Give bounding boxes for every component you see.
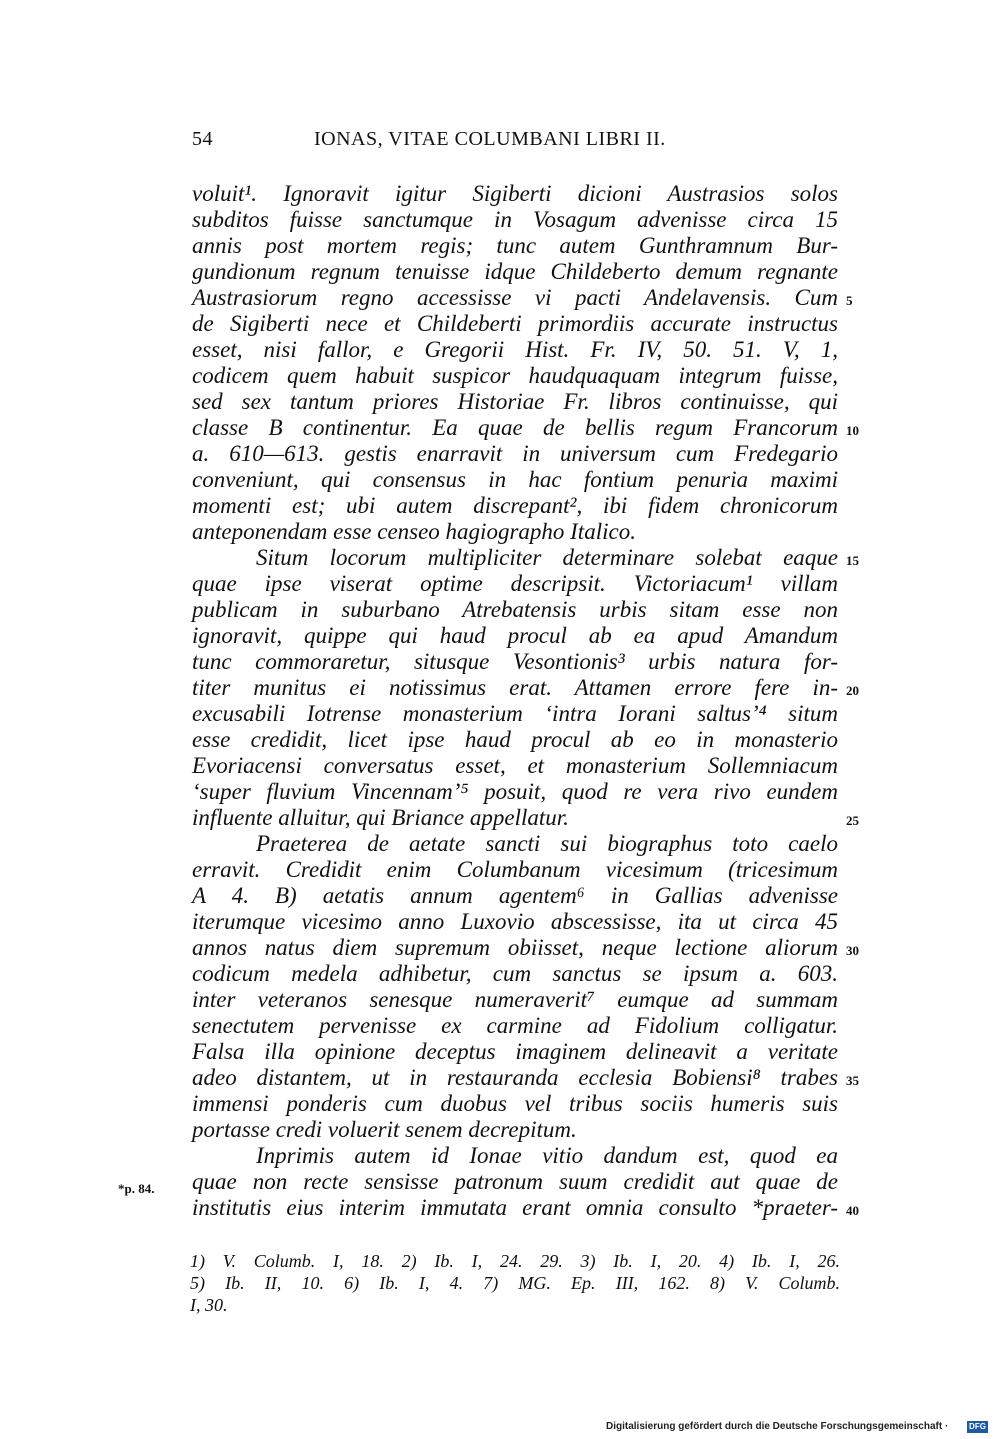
text-line: excusabili Iotrense monasterium ‘intra Iorani saltus’⁴ situm (192, 701, 838, 726)
text-line: sed sex tantum priores Historiae Fr. libros continuisse, qui (192, 389, 838, 414)
footnote-line: 1) V. Columb. I, 18. 2) Ib. I, 24. 29. 3) Ib. I, 20. 4) Ib. I, 26. (190, 1251, 840, 1271)
text-line: esse credidit, licet ipse haud procul ab eo in monasterio (192, 727, 838, 752)
text-line: erravit. Credidit enim Columbanum vicesimum (tricesimum (192, 857, 838, 882)
text-line: conveniunt, qui consensus in hac fontium penuria maximi (192, 467, 838, 492)
text-line: influente alluitur, qui Briance appellatur. (192, 805, 569, 830)
text-line: esset, nisi fallor, e Gregorii Hist. Fr. IV, 50. 51. V, 1, (192, 337, 838, 362)
line-number: 35 (846, 1073, 859, 1088)
text-line: Austrasiorum regno accessisse vi pacti Andelavensis. Cum (192, 285, 838, 310)
text-line: classe B continentur. Ea quae de bellis regum Francorum (192, 415, 838, 440)
footnote-line: I, 30. (190, 1295, 228, 1315)
text-line: a. 610—613. gestis enarravit in universum cum Fredegario (192, 441, 838, 466)
text-line: tunc commoraretur, situsque Vesontionis³ urbis natura for- (192, 649, 838, 674)
text-line: annos natus diem supremum obiisset, neque lectione aliorum (192, 935, 838, 960)
line-number: 25 (846, 813, 859, 828)
text-line: iterumque vicesimo anno Luxovio abscessisse, ita ut circa 45 (192, 909, 838, 934)
text-line: anteponendam esse censeo hagiographo Italico. (192, 519, 636, 544)
text-line: gundionum regnum tenuisse idque Childeberto demum regnante (192, 259, 838, 284)
text-line: ignoravit, quippe qui haud procul ab ea apud Amandum (192, 623, 838, 648)
text-line: Situm locorum multipliciter determinare solebat eaque (256, 545, 838, 570)
text-line: inter veteranos senesque numeraverit⁷ eumque ad summam (192, 987, 838, 1012)
text-line: subditos fuisse sanctumque in Vosagum advenisse circa 15 (192, 207, 838, 232)
dfg-logo: DFG (967, 1421, 988, 1433)
text-line: A 4. B) aetatis annum agentem⁶ in Gallias advenisse (192, 883, 838, 908)
text-line: voluit¹. Ignoravit igitur Sigiberti dicioni Austrasios solos (192, 181, 838, 206)
text-line: Falsa illa opinione deceptus imaginem delineavit a veritate (192, 1039, 838, 1064)
text-line: publicam in suburbano Atrebatensis urbis sitam esse non (192, 597, 838, 622)
line-number: 20 (846, 683, 859, 698)
text-line: institutis eius interim immutata erant omnia consulto *praeter- (192, 1195, 838, 1220)
footnote-line: 5) Ib. II, 10. 6) Ib. I, 4. 7) MG. Ep. III, 162. 8) V. Columb. (190, 1273, 840, 1293)
line-number: 10 (846, 423, 859, 438)
text-line: quae non recte sensisse patronum suum credidit aut quae de (192, 1169, 838, 1194)
text-line: de Sigiberti nece et Childeberti primordiis accurate instructus (192, 311, 838, 336)
text-line: quae ipse viserat optime descripsit. Victoriacum¹ villam (192, 571, 838, 596)
text-line: portasse credi voluerit senem decrepitum. (192, 1117, 577, 1142)
line-number: 15 (846, 553, 859, 568)
line-number: 5 (846, 293, 853, 308)
text-line: ‘super fluvium Vincennam’⁵ posuit, quod re vera rivo eundem (192, 779, 838, 804)
line-number: 40 (846, 1203, 859, 1218)
text-line: senectutem pervenisse ex carmine ad Fidolium colligatur. (192, 1013, 838, 1038)
text-line: Evoriacensi conversatus esset, et monasterium Sollemniacum (192, 753, 838, 778)
text-line: immensi ponderis cum duobus vel tribus sociis humeris suis (192, 1091, 838, 1116)
running-header (192, 128, 842, 160)
text-line: adeo distantem, ut in restauranda ecclesia Bobiensi⁸ trabes (192, 1065, 838, 1090)
digitization-credit: Digitalisierung gefördert durch die Deutsche Forschungsgemeinschaft · (606, 1421, 949, 1432)
text-line: Inprimis autem id Ionae vitio dandum est, quod ea (256, 1143, 838, 1168)
text-line: codicem quem habuit suspicor haudquaquam integrum fuisse, (192, 363, 838, 388)
page-number: 54 (192, 128, 213, 150)
text-line: codicum medela adhibetur, cum sanctus se ipsum a. 603. (192, 961, 838, 986)
text-line: titer munitus ei notissimus erat. Attamen errore fere in- (192, 675, 838, 700)
line-number: 30 (846, 943, 859, 958)
text-line: momenti est; ubi autem discrepant², ibi fidem chronicorum (192, 493, 838, 518)
text-line: Praeterea de aetate sancti sui biographus toto caelo (256, 831, 838, 856)
running-title: IONAS, VITAE COLUMBANI LIBRI II. (314, 128, 666, 150)
margin-page-reference: *p. 84. (118, 1181, 155, 1196)
text-line: annis post mortem regis; tunc autem Gunthramnum Bur- (192, 233, 838, 258)
